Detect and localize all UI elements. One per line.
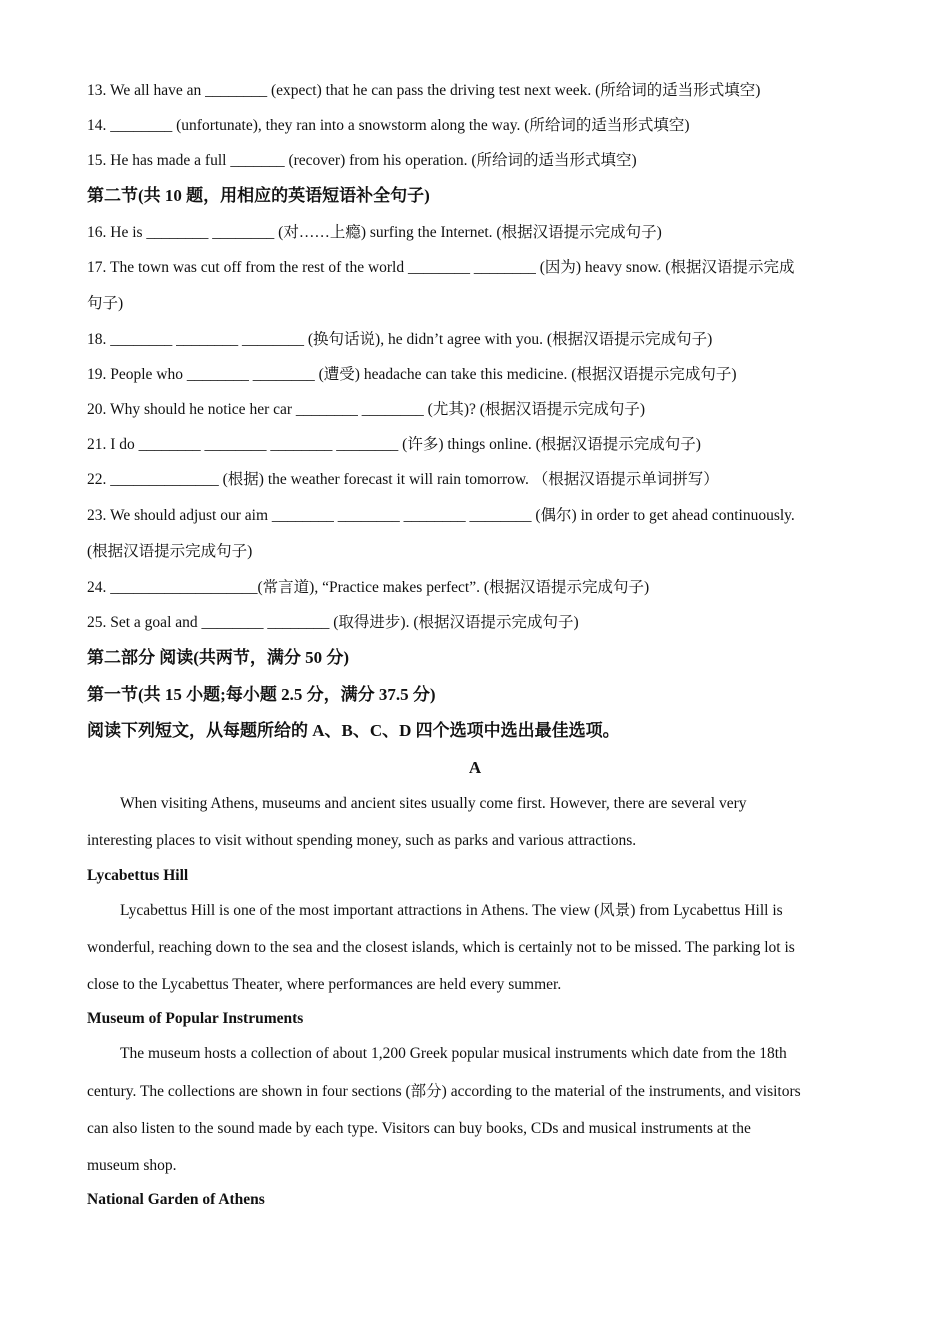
question-19: 19. People who ________ ________ (遭受) headache can take this medicine. (根据汉语提示完成句子) <box>87 366 737 383</box>
question-17-line-1: 17. The town was cut off from the rest of the world ________ ________ (因为) heavy snow. (根据汉语提示完成 <box>87 259 795 276</box>
lycabettus-title: Lycabettus Hill <box>87 867 189 884</box>
museum-title: Museum of Popular Instruments <box>87 1010 304 1027</box>
intro-line-1: When visiting Athens, museums and ancient sites usually come first. However, there are several very <box>120 795 747 812</box>
garden-title: National Garden of Athens <box>87 1191 265 1208</box>
museum-line-1: The museum hosts a collection of about 1,200 Greek popular musical instruments which date from the 18th <box>120 1045 787 1062</box>
museum-line-4: museum shop. <box>87 1157 177 1174</box>
question-20: 20. Why should he notice her car ________ ________ (尤其)? (根据汉语提示完成句子) <box>87 401 646 418</box>
intro-line-2: interesting places to visit without spending money, such as parks and various attractions. <box>87 832 637 849</box>
question-25: 25. Set a goal and ________ ________ (取得进步). (根据汉语提示完成句子) <box>87 614 579 631</box>
lycabettus-line-2: wonderful, reaching down to the sea and the closest islands, which is certainly not to be missed. The parking lot is <box>87 939 795 956</box>
lycabettus-line-1: Lycabettus Hill is one of the most important attractions in Athens. The view (风景) from Lycabettus Hill is <box>120 902 783 919</box>
question-13: 13. We all have an ________ (expect) that he can pass the driving test next week. (所给词的适当形式填空) <box>87 82 761 99</box>
question-14: 14. ________ (unfortunate), they ran into a snowstorm along the way. (所给词的适当形式填空) <box>87 117 690 134</box>
question-21: 21. I do ________ ________ ________ ________ (许多) things online. (根据汉语提示完成句子) <box>87 436 701 453</box>
question-17-line-2: 句子) <box>87 295 124 312</box>
part-2-heading: 第二部分 阅读(共两节，满分 50 分) <box>87 648 350 667</box>
question-22: 22. ______________ (根据) the weather forecast it will rain tomorrow. （根据汉语提示单词拼写） <box>87 471 719 488</box>
museum-line-3: can also listen to the sound made by each type. Visitors can buy books, CDs and musical instruments at the <box>87 1120 751 1137</box>
question-15: 15. He has made a full _______ (recover) from his operation. (所给词的适当形式填空) <box>87 152 637 169</box>
passage-letter: A <box>468 758 482 777</box>
question-16: 16. He is ________ ________ (对……上瘾) surfing the Internet. (根据汉语提示完成句子) <box>87 224 662 241</box>
question-23-line-1: 23. We should adjust our aim ________ ________ ________ ________ (偶尔) in order to get ahead continuously. <box>87 507 795 524</box>
museum-line-2: century. The collections are shown in four sections (部分) according to the material of the instruments, and visitors <box>87 1083 801 1100</box>
section-2-heading: 第二节(共 10 题，用相应的英语短语补全句子) <box>87 186 430 205</box>
reading-instruction: 阅读下列短文，从每题所给的 A、B、C、D 四个选项中选出最佳选项。 <box>87 721 620 740</box>
question-24: 24. ___________________(常言道), “Practice makes perfect”. (根据汉语提示完成句子) <box>87 579 650 596</box>
question-23-line-2: (根据汉语提示完成句子) <box>87 543 253 560</box>
lycabettus-line-3: close to the Lycabettus Theater, where performances are held every summer. <box>87 976 562 993</box>
question-18: 18. ________ ________ ________ (换句话说), he didn’t agree with you. (根据汉语提示完成句子) <box>87 331 713 348</box>
reading-section-1-heading: 第一节(共 15 小题;每小题 2.5 分，满分 37.5 分) <box>87 685 436 704</box>
